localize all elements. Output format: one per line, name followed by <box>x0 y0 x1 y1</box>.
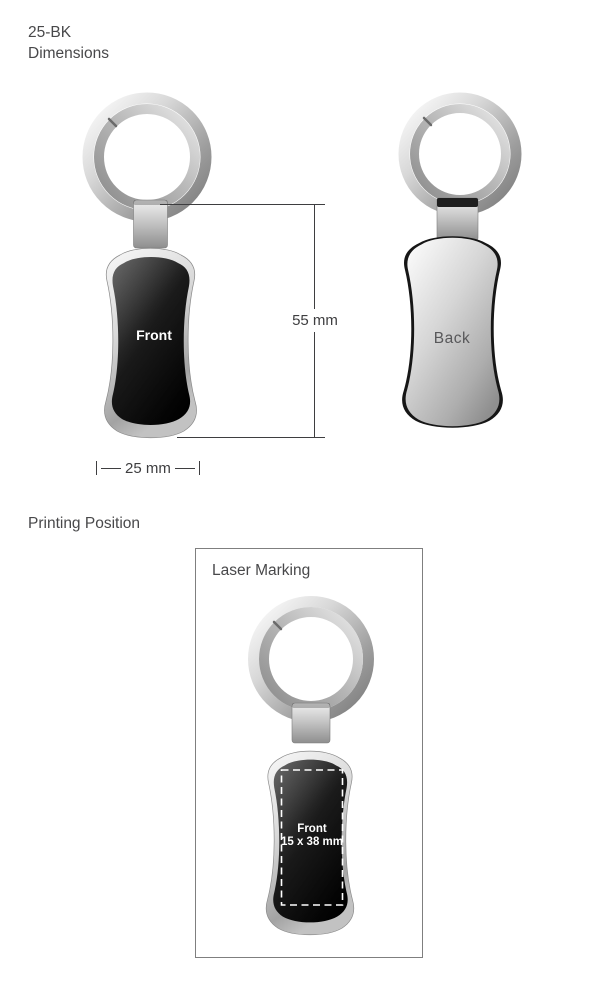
print-area-size-label: 15 x 38 mm <box>280 836 344 848</box>
dimension-line-top <box>160 204 325 205</box>
connector <box>292 703 330 743</box>
back-side-label: Back <box>433 330 471 347</box>
height-dimension-label: 55 mm <box>289 309 341 332</box>
printing-position-heading: Printing Position <box>28 515 141 532</box>
laser-marking-box <box>195 548 423 958</box>
split-ring-outer <box>254 602 369 717</box>
split-ring-outer <box>404 98 516 210</box>
front-side-label: Front <box>136 327 172 343</box>
connector <box>134 200 168 248</box>
width-dash-right <box>175 468 195 469</box>
keychain-back-graphic <box>392 85 522 435</box>
keychain-front-graphic <box>78 85 218 450</box>
width-dimension <box>96 460 200 476</box>
body-front <box>104 248 196 438</box>
page-header <box>28 22 109 64</box>
product-code: 25-BK <box>28 24 72 41</box>
width-dimension-label: 25 mm <box>125 459 171 477</box>
width-dash-left <box>101 468 121 469</box>
dimensions-heading: Dimensions <box>28 45 109 62</box>
width-tick-left <box>96 461 97 475</box>
split-ring-outer <box>88 98 206 216</box>
connector-shadow <box>292 703 330 708</box>
laser-marking-title: Laser Marking <box>212 562 311 579</box>
width-tick-right <box>199 461 200 475</box>
print-area-side-label: Front <box>297 823 327 835</box>
connector-dark-cap <box>437 198 478 207</box>
dimension-line-bottom <box>177 437 325 438</box>
keychain-laser-graphic <box>243 586 378 948</box>
